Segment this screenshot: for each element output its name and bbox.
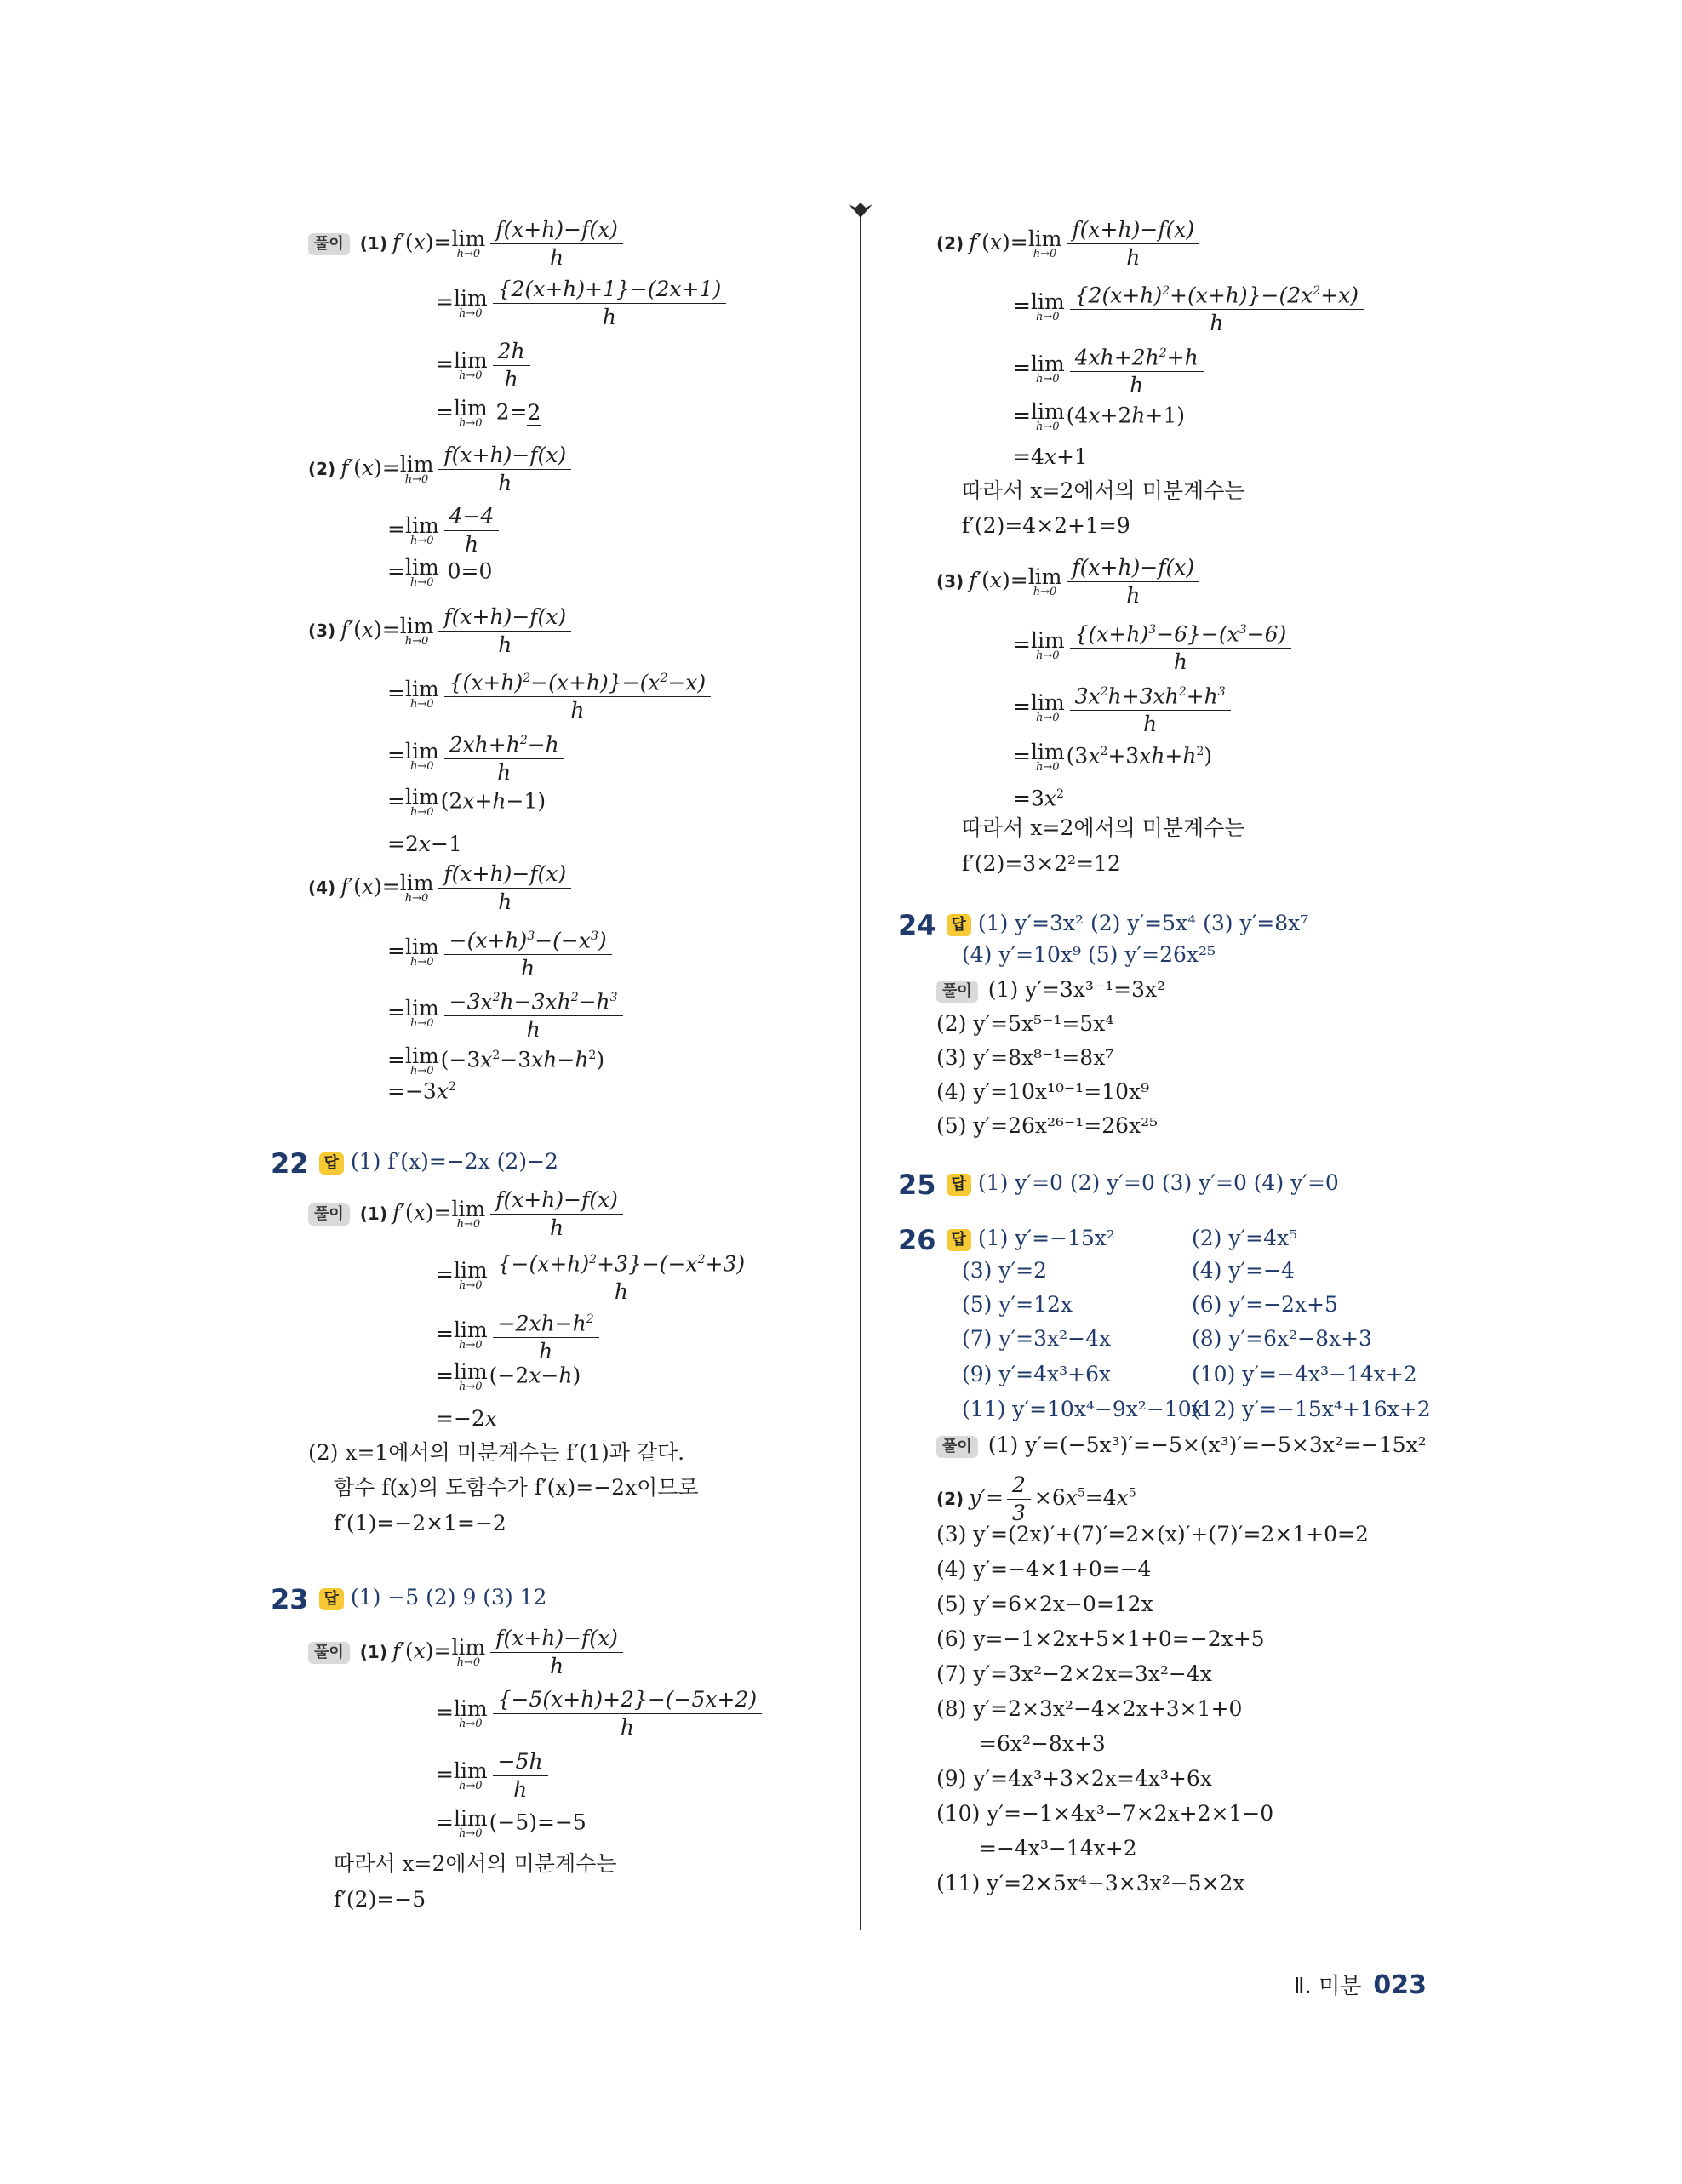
page-footer	[1294, 1969, 1427, 2000]
q23-answer-text: (1) −5 (2) 9 (3) 12	[350, 1585, 547, 1609]
sol26-line10b: =−4x³−14x+2	[979, 1836, 1137, 1861]
q26-answer-4: (4) y′=−4	[1192, 1258, 1295, 1283]
divider-ornament-icon	[845, 201, 876, 220]
solution-tag: 풀이	[308, 233, 350, 255]
answer-tag: 답	[319, 1588, 344, 1610]
q25-answer-text: (1) y′=0 (2) y′=0 (3) y′=0 (4) y′=0	[977, 1170, 1339, 1195]
sol21-1-line3: = lim h→0 $\frac{2h}{h}$	[436, 339, 534, 392]
sol21-3-line2: = lim h→0 $\frac{\{(x+h)^2-(x+h)\}-(x^2-x)}{h}$	[387, 666, 714, 723]
q22-answer	[271, 1146, 558, 1180]
sol26-line2: (2) y′= $\frac{2}{3}$ $\times 6x^5=4x^5$	[936, 1472, 1136, 1525]
solution-tag: 풀이	[308, 1642, 350, 1664]
q26-answer-3: (3) y′=2	[962, 1258, 1048, 1283]
sol21-2-line3: = lim h→0 0=0	[387, 555, 493, 589]
q24-answer	[898, 908, 1309, 941]
q26-answer-11: (11) y′=10x⁴−9x²−10x	[962, 1397, 1204, 1421]
q26-answer-6: (6) y′=−2x+5	[1192, 1292, 1338, 1317]
sol23-2-line3: = lim h→0 $\frac{4xh+2h^2+h}{h}$	[1013, 340, 1207, 398]
sol21-4-line1: (4) f′(x)= lim h→0 $\frac{f(x+h)-f(x)}{h}$	[308, 861, 575, 915]
sol23-3-line5: $=3x^2$	[1013, 786, 1064, 811]
sol26-line6: (6) y=−1×2x+5×1+0=−2x+5	[936, 1627, 1265, 1651]
sol23-1-line4: = lim h→0 (−5)=−5	[436, 1806, 586, 1840]
q23-answer	[271, 1582, 547, 1615]
sol22-1-line2: = lim h→0 $\frac{\{-(x+h)^2+3\}-(-x^2+3)}{h}$	[436, 1247, 753, 1305]
sol26-1-text: (1) y′=(−5x³)′=−5×(x³)′=−5×3x²=−15x²	[987, 1432, 1427, 1457]
sol24-line1	[936, 977, 1165, 1003]
q22-answer-text: (1) f′(x)=−2x (2)−2	[350, 1149, 558, 1174]
sol22-1-line1: 풀이 (1) f′(x)= lim h→0 $\frac{f(x+h)-f(x)}{h}$	[308, 1187, 626, 1241]
sol21-1-line2: = lim h→0 $\frac{\{2(x+h)+1\}-(2x+1)}{h}$	[436, 277, 729, 330]
sol21-3-line4: = lim h→0 (2x+h−1)	[387, 785, 546, 819]
sol23-3-line3: = lim h→0 $\frac{3x^2h+3xh^2+h^3}{h}$	[1013, 679, 1234, 737]
sol22-1-line5: =−2x	[436, 1406, 497, 1431]
sol21-4-line5: $=-3x^2$	[387, 1078, 456, 1104]
sol26-line5: (5) y′=6×2x−0=12x	[936, 1592, 1153, 1616]
sol23-2-text1: 따라서 x=2에서의 미분계수는	[962, 478, 1245, 503]
sol22-1-line3: = lim h→0 $\frac{-2xh-h^2}{h}$	[436, 1306, 603, 1364]
q26-answer-9: (9) y′=4x³+6x	[962, 1362, 1112, 1386]
sol22-2-line1: (2) x=1에서의 미분계수는 f′(1)과 같다.	[308, 1440, 685, 1465]
solution-tag: 풀이	[936, 1436, 978, 1458]
answer-tag: 답	[947, 1229, 971, 1251]
sol22-2-line3: f′(1)=−2×1=−2	[334, 1511, 506, 1535]
q24-answer-line2: (4) y′=10x⁹ (5) y′=26x²⁵	[962, 942, 1216, 967]
q25-answer	[898, 1168, 1339, 1201]
sol26-line8b: =6x²−8x+3	[979, 1731, 1106, 1756]
sol24-line4: (4) y′=10x¹⁰⁻¹=10x⁹	[936, 1079, 1150, 1104]
sol23-3-line2: = lim h→0 $\frac{\{(x+h)^3-6\}-(x^3-6)}{h}$	[1013, 617, 1295, 675]
q26-answer-7: (7) y′=3x²−4x	[962, 1326, 1112, 1351]
sol23-1-line3: = lim h→0 $\frac{-5h}{h}$	[436, 1749, 552, 1803]
q26-answer-1: (1) y′=−15x²	[977, 1226, 1115, 1250]
page-number: 023	[1373, 1970, 1427, 2000]
answer-tag: 답	[947, 914, 971, 936]
sol23-2-line2: = lim h→0 $\frac{\{2(x+h)^2+(x+h)\}-(2x^2+x)}{h}$	[1013, 278, 1367, 336]
q22-number: 22	[271, 1146, 309, 1180]
q26-answer-8: (8) y′=6x²−8x+3	[1192, 1326, 1372, 1351]
sol23-1-line2: = lim h→0 $\frac{\{-5(x+h)+2\}-(-5x+2)}{h}$	[436, 1687, 765, 1741]
sol21-2-line2: = lim h→0 $\frac{4-4}{h}$	[387, 504, 502, 557]
sol21-4-line2: = lim h→0 $\frac{-(x+h)^3-(-x^3)}{h}$	[387, 923, 615, 981]
sol23-3-line4: = lim h→0 $(3x^2+3xh+h^2)$	[1013, 739, 1213, 774]
sol21-4-line4: = lim h→0 $(-3x^2-3xh-h^2)$	[387, 1043, 605, 1078]
column-divider	[860, 213, 861, 1930]
sol21-3-line1: (3) f′(x)= lim h→0 $\frac{f(x+h)-f(x)}{h}$	[308, 604, 575, 658]
sol21-2-line1: (2) f′(x)= lim h→0 $\frac{f(x+h)-f(x)}{h}$	[308, 443, 575, 496]
sol26-line3: (3) y′=(2x)′+(7)′=2×(x)′+(7)′=2×1+0=2	[936, 1522, 1369, 1547]
sol24-1-text: (1) y′=3x³⁻¹=3x²	[987, 977, 1166, 1002]
answer-tag: 답	[947, 1174, 971, 1196]
sol23-text2: f′(2)=−5	[334, 1887, 426, 1912]
sol23-text1: 따라서 x=2에서의 미분계수는	[334, 1851, 617, 1876]
sol21-1-line1: 풀이 (1) f′(x)= lim h→0 $\frac{f(x+h)-f(x)}{h}$	[308, 217, 626, 271]
solution-tag: 풀이	[936, 981, 978, 1003]
sol26-line11: (11) y′=2×5x⁴−3×3x²−5×2x	[936, 1871, 1245, 1895]
sol26-line1	[936, 1432, 1427, 1458]
sol23-2-line4: = lim h→0 (4x+2h+1)	[1013, 399, 1186, 433]
sol26-line10a: (10) y′=−1×4x³−7×2x+2×1−0	[936, 1801, 1274, 1826]
sol23-2-text2: f′(2)=4×2+1=9	[962, 513, 1130, 538]
sol26-line9: (9) y′=4x³+3×2x=4x³+6x	[936, 1766, 1212, 1791]
sol23-3-line1: (3) f′(x)= lim h→0 $\frac{f(x+h)-f(x)}{h}$	[936, 555, 1203, 609]
q26-number: 26	[898, 1223, 936, 1256]
solution-tag: 풀이	[308, 1203, 350, 1226]
answer-tag: 답	[319, 1152, 344, 1175]
q23-number: 23	[271, 1582, 309, 1615]
sol23-2-line1: (2) f′(x)= lim h→0 $\frac{f(x+h)-f(x)}{h}$	[936, 217, 1203, 271]
sol21-3-line5: =2x−1	[387, 832, 462, 856]
sol24-line5: (5) y′=26x²⁶⁻¹=26x²⁵	[936, 1113, 1159, 1138]
q25-number: 25	[898, 1168, 936, 1201]
sol22-2-line2: 함수 f(x)의 도함수가 f′(x)=−2x이므로	[334, 1475, 699, 1500]
sol23-3-text1: 따라서 x=2에서의 미분계수는	[962, 815, 1245, 840]
sol24-line2: (2) y′=5x⁵⁻¹=5x⁴	[936, 1011, 1114, 1036]
sol21-4-line3: = lim h→0 $\frac{-3x^2h-3xh^2-h^3}{h}$	[387, 985, 626, 1043]
sol26-line4: (4) y′=−4×1+0=−4	[936, 1557, 1152, 1581]
sol22-1-line4: = lim h→0 (−2x−h)	[436, 1359, 581, 1393]
q26-answer-row1	[898, 1223, 1115, 1256]
sol21-1-line4: = lim h→0 2=2	[436, 396, 541, 430]
sol26-line8a: (8) y′=2×3x²−4×2x+3×1+0	[936, 1696, 1243, 1721]
q26-answer-2: (2) y′=4x⁵	[1192, 1226, 1298, 1250]
section-label: Ⅱ. 미분	[1293, 1974, 1362, 1999]
q26-answer-5: (5) y′=12x	[962, 1292, 1073, 1317]
sol24-line3: (3) y′=8x⁸⁻¹=8x⁷	[936, 1045, 1114, 1070]
sol23-3-text2: f′(2)=3×2²=12	[962, 851, 1121, 876]
sol23-1-line1: 풀이 (1) f′(x)= lim h→0 $\frac{f(x+h)-f(x)}{h}$	[308, 1626, 626, 1679]
q26-answer-10: (10) y′=−4x³−14x+2	[1192, 1362, 1417, 1386]
sol23-2-line5: =4x+1	[1013, 444, 1088, 469]
sol26-line7: (7) y′=3x²−2×2x=3x²−4x	[936, 1661, 1212, 1686]
sol21-3-line3: = lim h→0 $\frac{2xh+h^2-h}{h}$	[387, 728, 568, 786]
q24-number: 24	[898, 908, 936, 941]
q26-answer-12: (12) y′=−15x⁴+16x+2	[1192, 1397, 1431, 1421]
q24-answer-line1: (1) y′=3x² (2) y′=5x⁴ (3) y′=8x⁷	[977, 911, 1309, 935]
